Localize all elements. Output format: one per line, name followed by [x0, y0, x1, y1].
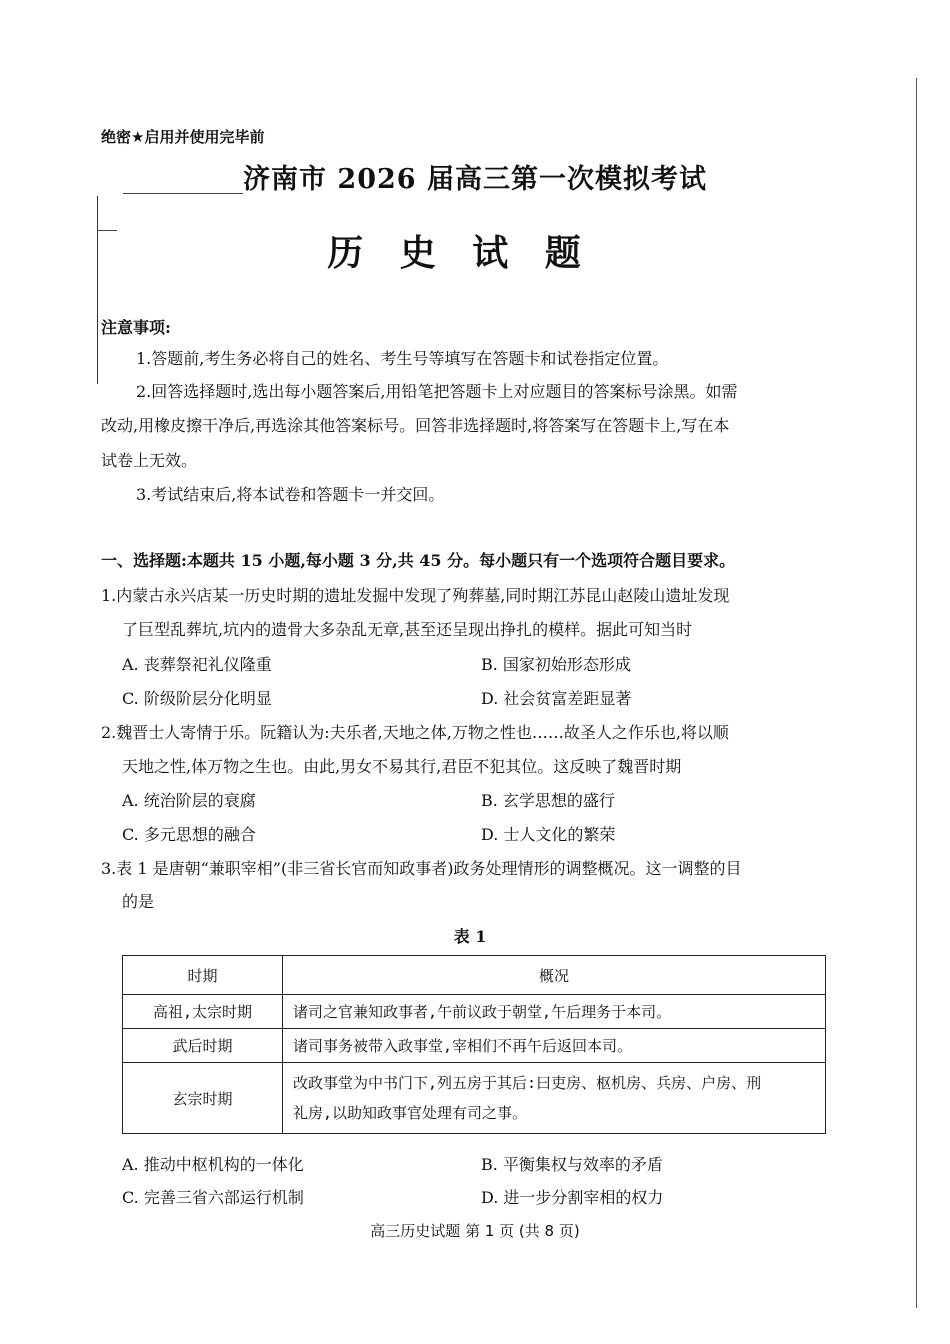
option-d: D. 社会贫富差距显著 — [481, 689, 632, 708]
question-stem: 的是 — [122, 892, 155, 911]
option-c: C. 多元思想的融合 — [122, 825, 256, 844]
notes-heading: 注意事项: — [101, 318, 171, 337]
notes-item: 3.考试结束后,将本试卷和答题卡一并交回。 — [136, 485, 445, 504]
option-a: A. 统治阶层的衰腐 — [122, 791, 256, 810]
option-d: D. 士人文化的繁荣 — [481, 825, 616, 844]
table-header-row — [123, 956, 826, 995]
table-cell-line: 改政事堂为中书门下,列五房于其后:曰吏房、枢机房、兵房、户房、刑 — [293, 1074, 762, 1092]
table-row — [123, 1063, 826, 1134]
notes-item: 试卷上无效。 — [101, 451, 198, 470]
notes-item: 改动,用橡皮擦干净后,再选涂其他答案标号。回答非选择题时,将答案写在答题卡上,写在本 — [101, 416, 730, 435]
option-c: C. 完善三省六部运行机制 — [122, 1188, 304, 1207]
page-footer: 高三历史试题 第 1 页 (共 8 页) — [370, 1222, 580, 1240]
table-row — [123, 1029, 826, 1063]
question-stem: 了巨型乱葬坑,坑内的遗骨大多杂乱无章,甚至还呈现出挣扎的模样。据此可知当时 — [122, 620, 693, 639]
option-b: B. 玄学思想的盛行 — [481, 791, 615, 810]
table-cell: 武后时期 — [123, 1029, 283, 1063]
option-b: B. 国家初始形态形成 — [481, 655, 631, 674]
option-c: C. 阶级阶层分化明显 — [122, 689, 272, 708]
notes-item: 1.答题前,考生务必将自己的姓名、考生号等填写在答题卡和试卷指定位置。 — [136, 349, 669, 368]
table-cell: 诸司事务被带入政事堂,宰相们不再午后返回本司。 — [283, 1029, 826, 1063]
question-stem: 1.内蒙古永兴店某一历史时期的遗址发掘中发现了殉葬墓,同时期江苏昆山赵陵山遗址发现 — [101, 586, 730, 605]
option-b: B. 平衡集权与效率的矛盾 — [481, 1155, 663, 1174]
table-cell: 高祖,太宗时期 — [123, 995, 283, 1029]
table-caption: 表 1 — [453, 927, 487, 946]
data-table — [122, 955, 826, 1134]
column-header: 概况 — [283, 956, 826, 995]
question-stem: 2.魏晋士人寄情于乐。阮籍认为:夫乐者,天地之体,万物之性也……故圣人之作乐也,将以顺 — [101, 723, 729, 742]
question-stem: 3.表 1 是唐朝“兼职宰相”(非三省长官而知政事者)政务处理情形的调整概况。这一调整的目 — [101, 859, 742, 878]
notes-item: 2.回答选择题时,选出每小题答案后,用铅笔把答题卡上对应题目的答案标号涂黑。如需 — [136, 382, 738, 401]
table-cell — [283, 1063, 826, 1134]
section-heading: 一、选择题:本题共 15 小题,每小题 3 分,共 45 分。每小题只有一个选项符合题目要求。 — [101, 551, 736, 570]
table-row — [123, 995, 826, 1029]
option-a: A. 推动中枢机构的一体化 — [122, 1155, 304, 1174]
table-cell: 玄宗时期 — [123, 1063, 283, 1134]
option-d: D. 进一步分割宰相的权力 — [481, 1188, 664, 1207]
confidential-label: 绝密★启用并使用完毕前 — [101, 128, 265, 146]
exam-title: 济南市 2026 届高三第一次模拟考试 — [243, 164, 707, 195]
table-cell-line: 礼房,以助知政事官处理有司之事。 — [293, 1104, 528, 1122]
table-cell: 诸司之官兼知政事者,午前议政于朝堂,午后理务于本司。 — [283, 995, 826, 1029]
option-a: A. 丧葬祭祀礼仪隆重 — [122, 655, 272, 674]
question-stem: 天地之性,体万物之生也。由此,男女不易其行,君臣不犯其位。这反映了魏晋时期 — [122, 757, 682, 776]
column-header: 时期 — [123, 956, 283, 995]
subject-title: 历 史 试 题 — [327, 232, 593, 274]
